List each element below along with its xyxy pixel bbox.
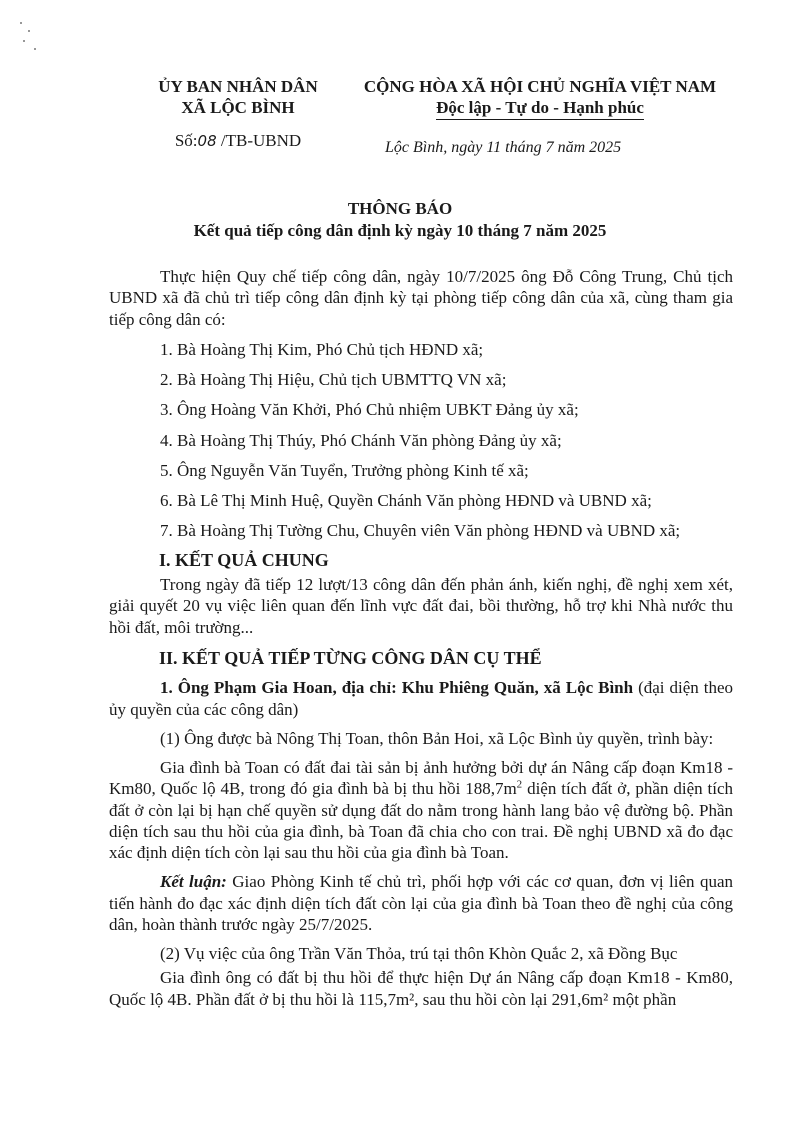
superscript-2: 2	[516, 778, 523, 791]
participant-item: 3. Ông Hoàng Văn Khởi, Phó Chủ nhiệm UBKT Đảng ủy xã;	[160, 400, 579, 420]
doc-number-handwritten: 08	[197, 132, 217, 150]
conclusion-text: Giao Phòng Kinh tế chủ trì, phối hợp với các cơ quan, đơn vị liên quan tiến hành đo đạc xác định diện tích đất còn lại của gia đình bà Toan theo đề nghị của công dân, hoàn thành trước ngày 25/7/2025.	[109, 872, 733, 934]
citizen-item-heading	[109, 677, 733, 720]
document-date: Lộc Bình, ngày 11 tháng 7 năm 2025	[385, 139, 622, 156]
participant-item: 5. Ông Nguyễn Văn Tuyển, Trưởng phòng Kinh tế xã;	[160, 460, 529, 480]
title-sub: Kết quả tiếp công dân định kỳ ngày 10 tháng 7 năm 2025	[193, 221, 607, 240]
document-title	[0, 198, 800, 242]
case-1-details	[109, 757, 733, 863]
national-header	[350, 76, 730, 120]
title-main: THÔNG BÁO	[347, 199, 453, 218]
case-2-intro: (2) Vụ việc của ông Trần Văn Thỏa, trú tại thôn Khòn Quắc 2, xã Đồng Bục	[160, 944, 678, 963]
scan-specks	[14, 18, 54, 58]
participant-item: 4. Bà Hoàng Thị Thúy, Phó Chánh Văn phòng Đảng ủy xã;	[160, 430, 562, 450]
doc-number-suffix: /TB-UBND	[216, 131, 302, 150]
citizen-name-address: 1. Ông Phạm Gia Hoan, địa chỉ: Khu Phiêng Quăn, xã Lộc Bình	[160, 678, 634, 698]
section-heading-individual-results: II. KẾT QUẢ TIẾP TỪNG CÔNG DÂN CỤ THỂ	[159, 647, 542, 668]
participant-item: 7. Bà Hoàng Thị Tường Chu, Chuyên viên Văn phòng HĐND và UBND xã;	[160, 521, 681, 541]
conclusion-label: Kết luận:	[160, 872, 227, 892]
participant-item: 2. Bà Hoàng Thị Hiệu, Chủ tịch UBMTTQ VN xã;	[160, 370, 507, 389]
case-1-intro: (1) Ông được bà Nông Thị Toan, thôn Bản Hoi, xã Lộc Bình ủy quyền, trình bày:	[160, 728, 714, 748]
doc-number-prefix: Số:	[174, 131, 198, 150]
document-number	[118, 130, 358, 152]
conclusion-paragraph	[109, 871, 733, 935]
case-1-text-a: Gia đình bà Toan có đất đai tài sản bị ảnh hưởng bởi dự án Nâng cấp đoạn Km18 - Km80, Quốc lộ 4B, trong đó gia đình bà bị thu hồi 188,7m	[109, 758, 733, 799]
case-2-details: Gia đình ông có đất bị thu hồi để thực hiện Dự án Nâng cấp đoạn Km18 - Km80, Quốc lộ 4B. Phần đất ở bị thu hồi là 115,7m², sau thu hồi còn lại 291,6m² một phần	[109, 968, 733, 1009]
nation-name: CỘNG HÒA XÃ HỘI CHỦ NGHĨA VIỆT NAM	[363, 77, 717, 96]
issuing-agency	[118, 76, 358, 152]
agency-name-line2: XÃ LỘC BÌNH	[181, 98, 295, 117]
national-motto: Độc lập - Tự do - Hạnh phúc	[436, 97, 644, 120]
agency-name-line1: ỦY BAN NHÂN DÂN	[158, 77, 318, 96]
intro-paragraph: Thực hiện Quy chế tiếp công dân, ngày 10/7/2025 ông Đỗ Công Trung, Chủ tịch UBND xã đã chủ trì tiếp công dân định kỳ tại phòng tiếp công dân của xã, cùng tham gia tiếp công dân có:	[109, 267, 733, 329]
general-results-paragraph: Trong ngày đã tiếp 12 lượt/13 công dân đến phản ánh, kiến nghị, đề nghị xem xét, giải quyết 20 vụ việc liên quan đến lĩnh vực đất đai, bồi thường, hỗ trợ khi Nhà nước thu hồi đất, môi trường...	[109, 575, 733, 637]
section-heading-general-results: I. KẾT QUẢ CHUNG	[159, 549, 329, 570]
participant-item: 6. Bà Lê Thị Minh Huệ, Quyền Chánh Văn phòng HĐND và UBND xã;	[160, 491, 652, 510]
participant-item: 1. Bà Hoàng Thị Kim, Phó Chủ tịch HĐND xã;	[160, 339, 484, 359]
case-1-text-b: diện tích đất ở, phần diện tích đất ở còn lại bị hạn chế quyền sử dụng đất do nằm trong hành lang bảo vệ đường bộ. Phần diện tích sau thu hồi của gia đình, bà Toan đã chia cho con trai. Đề nghị UBND xã đo đạc xác định diện tích còn lại sau thu hồi của gia đình bà Toan.	[109, 779, 733, 862]
citizen-role-note: (đại diện theo ủy quyền của các công dân)	[109, 678, 734, 719]
document-body	[109, 266, 733, 1010]
